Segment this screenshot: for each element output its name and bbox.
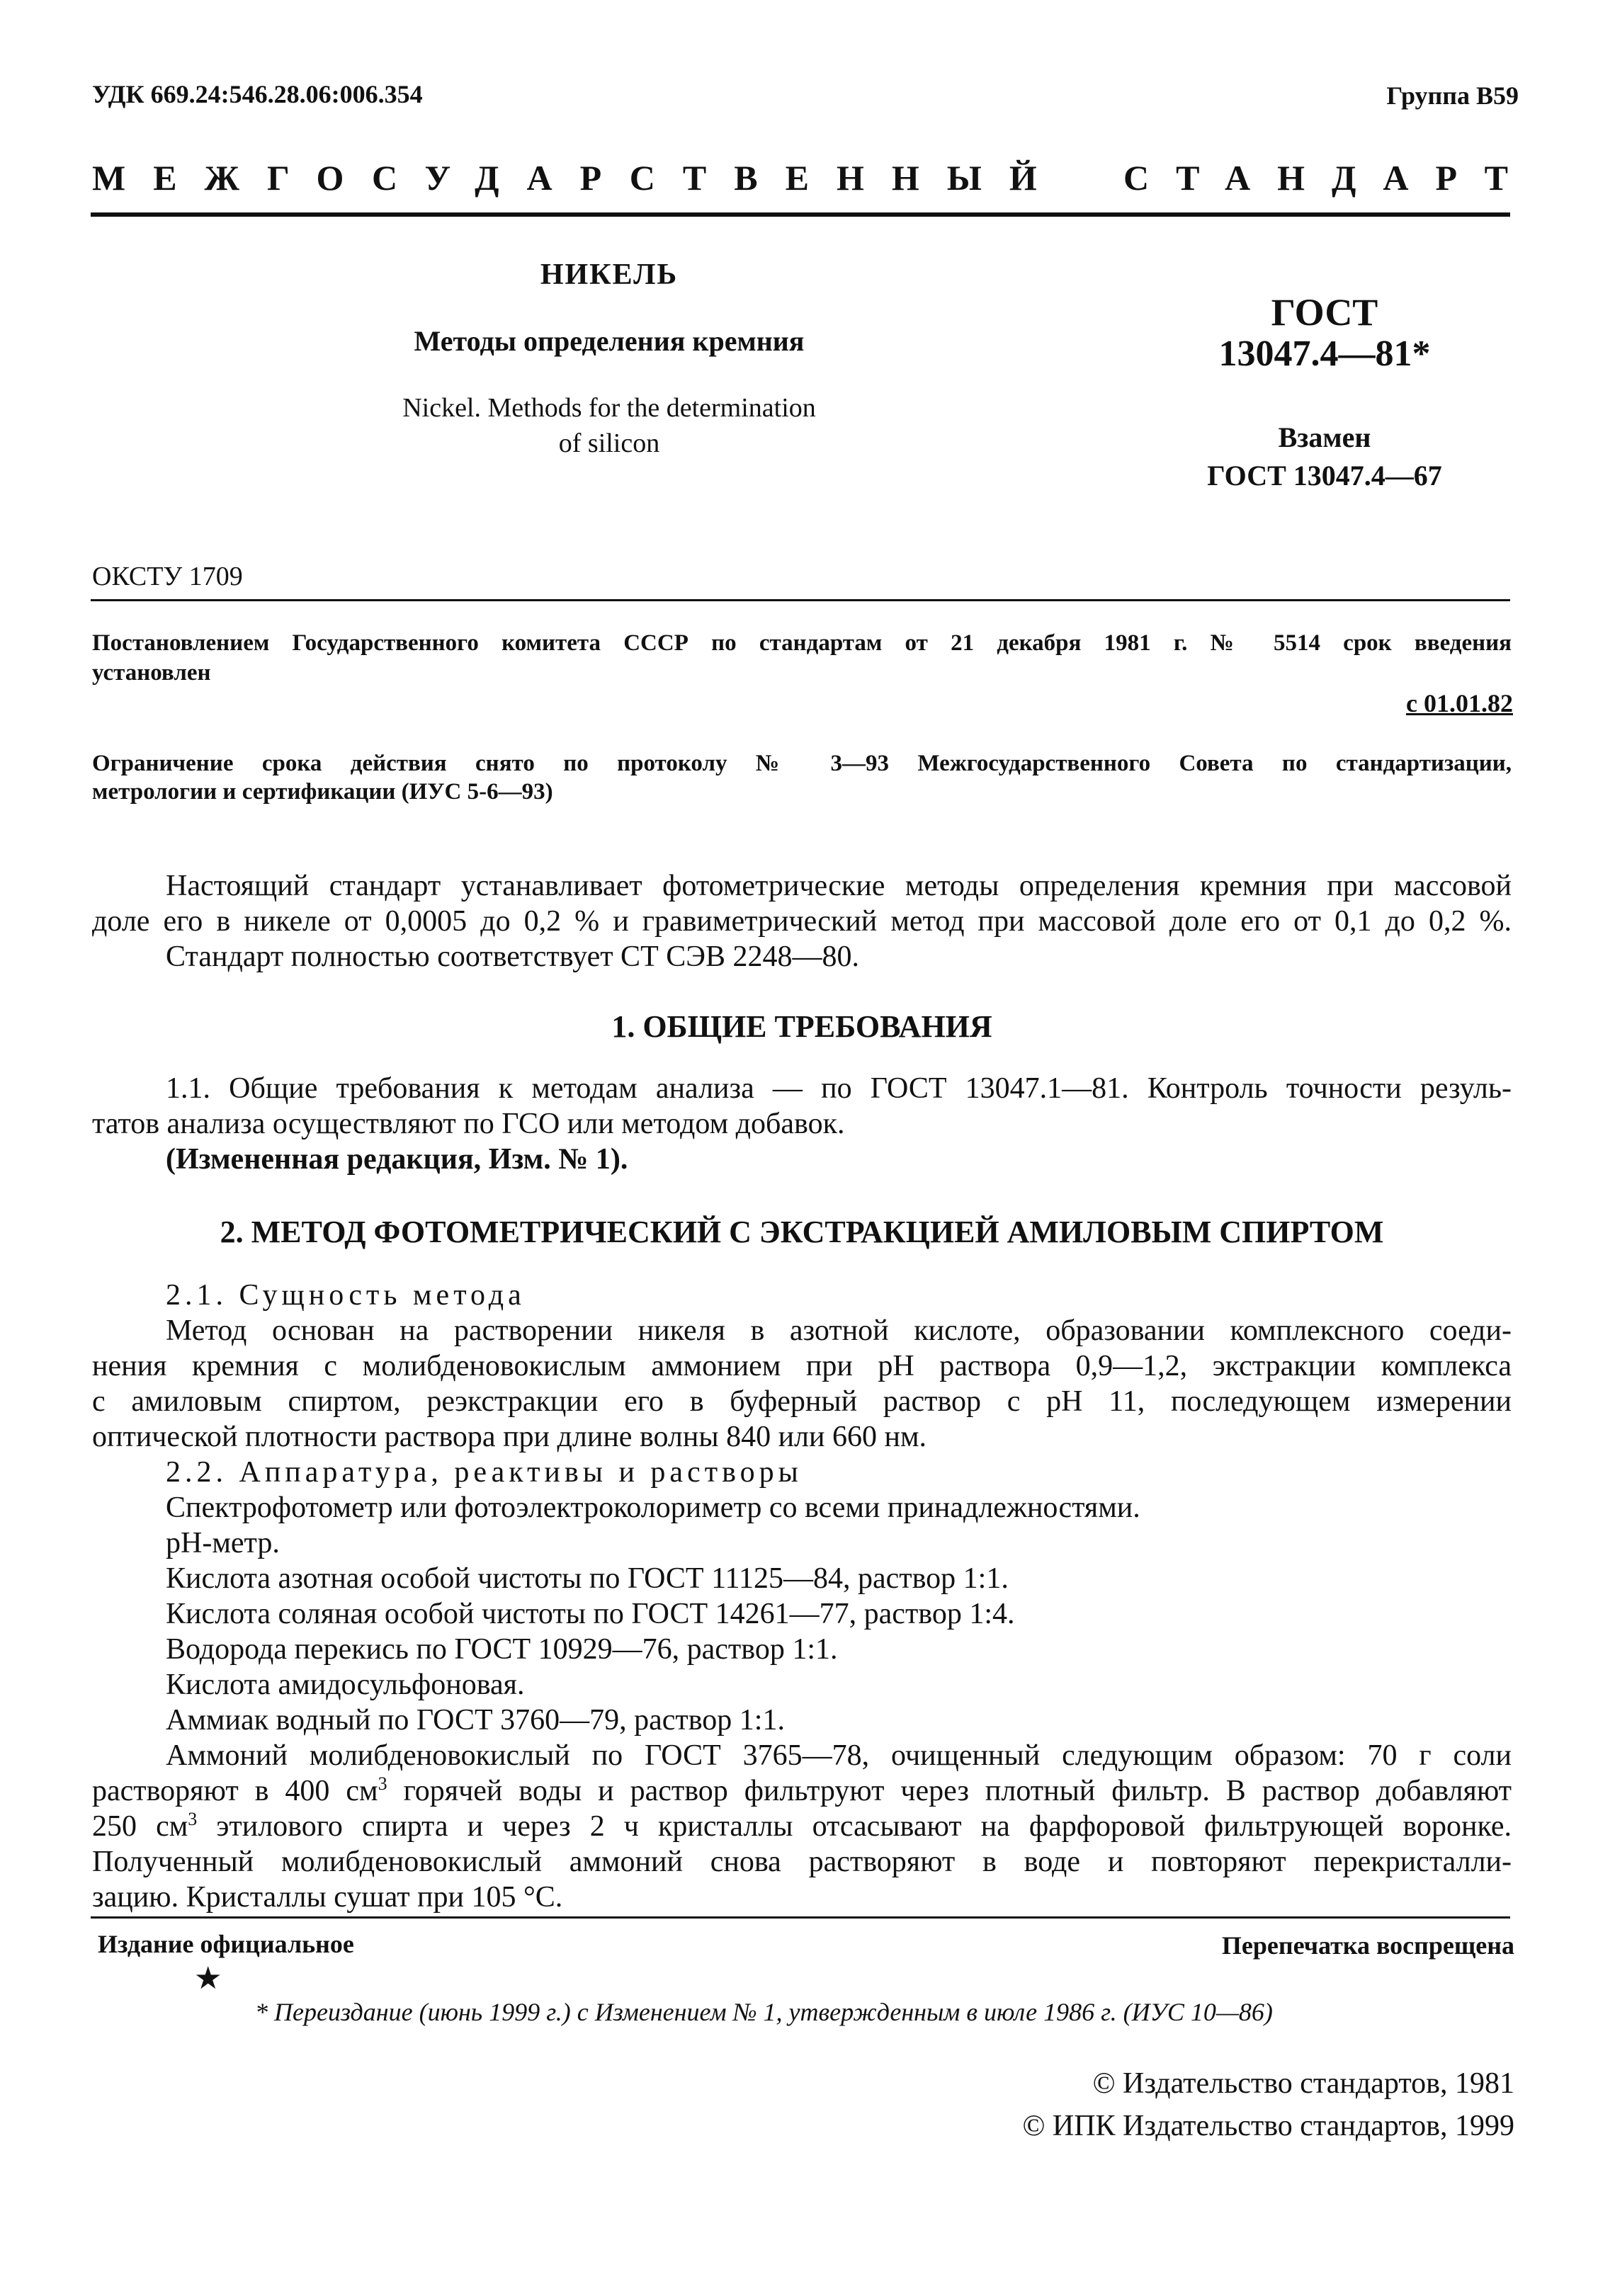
- okstu-rule: [91, 599, 1510, 601]
- gost-label: ГОСТ: [1271, 291, 1378, 334]
- reagent-item: pH-метр.: [166, 1527, 280, 1559]
- replaces-label: Взамен: [1278, 421, 1371, 453]
- ammonium-line-4: Полученный молибденовокислый аммоний снова растворяют в воде и повторяют перекристалли-: [92, 1846, 1512, 1878]
- doc-english-title-2: of silicon: [558, 428, 660, 458]
- intro-line-1: Настоящий стандарт устанавливает фотометрические методы определения кремния при массовой: [166, 870, 1512, 902]
- reagent-item: Кислота соляная особой чистоты по ГОСТ 14261—77, раствор 1:4.: [166, 1598, 1015, 1630]
- section1-amendment: (Измененная редакция, Изм. № 1).: [166, 1143, 628, 1176]
- reprint-prohibited: Перепечатка воспрещена: [1221, 1931, 1514, 1960]
- section1-body: [92, 1071, 1512, 1177]
- s21-line-1: Метод основан на растворении никеля в азотной кислоте, образовании комплексного соеди-: [166, 1314, 1512, 1347]
- official-edition: Издание официальное: [98, 1930, 354, 1958]
- reagent-item: Кислота азотная особой чистоты по ГОСТ 11125—84, раствор 1:1.: [166, 1562, 1009, 1595]
- banner-left-text: МЕЖГОСУДАРСТВЕННЫЙ: [92, 158, 1065, 198]
- reissue-note: * Переиздание (июнь 1999 г.) с Изменением № 1, утвержденным в июле 1986 г. (ИУС 10—86): [255, 1998, 1273, 2026]
- superscript: 3: [378, 1773, 387, 1794]
- okstu-code: ОКСТУ 1709: [92, 562, 243, 591]
- s21-line-2: нения кремния с молибденовокислым аммонием при pH раствора 0,9—1,2, экстракции комплекса: [92, 1350, 1512, 1382]
- doc-subtitle: Методы определения кремния: [414, 325, 805, 357]
- doc-title: НИКЕЛЬ: [540, 258, 679, 291]
- copyright-1999: © ИПК Издательство стандартов, 1999: [1022, 2110, 1514, 2142]
- reagent-item: Кислота амидосульфоновая.: [166, 1669, 525, 1701]
- udk-code: УДК 669.24:546.28.06:006.354: [92, 80, 423, 108]
- intro-line-2: доле его в никеле от 0,0005 до 0,2 % и гравиметрический метод при массовой доле его от 0,1 до 0,2 %.: [92, 905, 1512, 938]
- ammonium-line-2a: растворяют в 400 см: [92, 1775, 378, 1807]
- ammonium-line-5: зацию. Кристаллы сушат при 105 °С.: [92, 1881, 563, 1914]
- intro-line-3: Стандарт полностью соответствует СТ СЭВ 2248—80.: [166, 940, 859, 973]
- s22-title: 2.2. Аппаратура, реактивы и растворы: [166, 1456, 803, 1489]
- ammonium-line-3: [92, 1809, 1512, 1844]
- footer-rule: [91, 1916, 1510, 1919]
- copyright-1981: © Издательство стандартов, 1981: [1092, 2067, 1514, 2100]
- intro-paragraph: [92, 868, 1512, 974]
- decree-text-line1: Постановлением Государственного комитета СССР по стандартам от 21 декабря 1981 г. № 5514 срок введения: [92, 630, 1512, 656]
- section2-heading: 2. МЕТОД ФОТОМЕТРИЧЕСКИЙ С ЭКСТРАКЦИЕЙ АМИЛОВЫМ СПИРТОМ: [220, 1215, 1384, 1249]
- decree-date: с 01.01.82: [1406, 689, 1513, 717]
- ammonium-line-1: Аммоний молибденовокислый по ГОСТ 3765—78, очищенный следующим образом: 70 г соли: [166, 1739, 1512, 1772]
- banner-standard: [1123, 157, 1535, 198]
- section1-heading: 1. ОБЩИЕ ТРЕБОВАНИЯ: [611, 1009, 992, 1044]
- limit-text-line1: Ограничение срока действия снято по протоколу № 3—93 Межгосударственного Совета по стандартизации,: [92, 751, 1512, 776]
- section1-line-1: 1.1. Общие требования к методам анализа — по ГОСТ 13047.1—81. Контроль точности резуль-: [166, 1072, 1512, 1105]
- section1-line-2: татов анализа осуществляют по ГСО или методом добавок.: [92, 1108, 845, 1140]
- header-thick-rule: [91, 212, 1510, 217]
- ammonium-line-3b: этилового спирта и через 2 ч кристаллы отсасывают на фарфоровой фильтрующей воронке.: [197, 1810, 1512, 1843]
- reagent-item: Аммиак водный по ГОСТ 3760—79, раствор 1:1.: [166, 1704, 785, 1737]
- star-icon: ★: [194, 1961, 222, 1996]
- ammonium-line-2b: горячей воды и раствор фильтруют через плотный фильтр. В раствор добавляют: [387, 1775, 1512, 1807]
- group-code: Группа B59: [1386, 81, 1519, 110]
- ammonium-line-2: [92, 1773, 1512, 1809]
- superscript: 3: [188, 1809, 198, 1829]
- s21-line-4: оптической плотности раствора при длине волны 840 или 660 нм.: [92, 1421, 927, 1453]
- banner-right-text: СТАНДАРТ: [1123, 158, 1535, 198]
- ammonium-line-3a: 250 см: [92, 1810, 188, 1843]
- limit-text-line2: метрологии и сертификации (ИУС 5-6—93): [92, 779, 553, 805]
- s21-title: 2.1. Сущность метода: [166, 1279, 526, 1312]
- s21-line-3: с амиловым спиртом, реэкстракции его в буферный раствор с pH 11, последующем измерении: [92, 1385, 1512, 1418]
- replaces-value: ГОСТ 13047.4—67: [1207, 460, 1442, 491]
- section2-body: [92, 1278, 1512, 1915]
- decree-text-line2: установлен: [92, 660, 211, 686]
- reagent-item: Водорода перекись по ГОСТ 10929—76, раствор 1:1.: [166, 1633, 838, 1666]
- gost-number: 13047.4—81*: [1218, 334, 1431, 374]
- doc-english-title-1: Nickel. Methods for the determination: [402, 393, 816, 423]
- banner-interstate: [92, 157, 1074, 198]
- reagent-item: Спектрофотометр или фотоэлектроколориметр со всеми принадлежностями.: [166, 1491, 1140, 1524]
